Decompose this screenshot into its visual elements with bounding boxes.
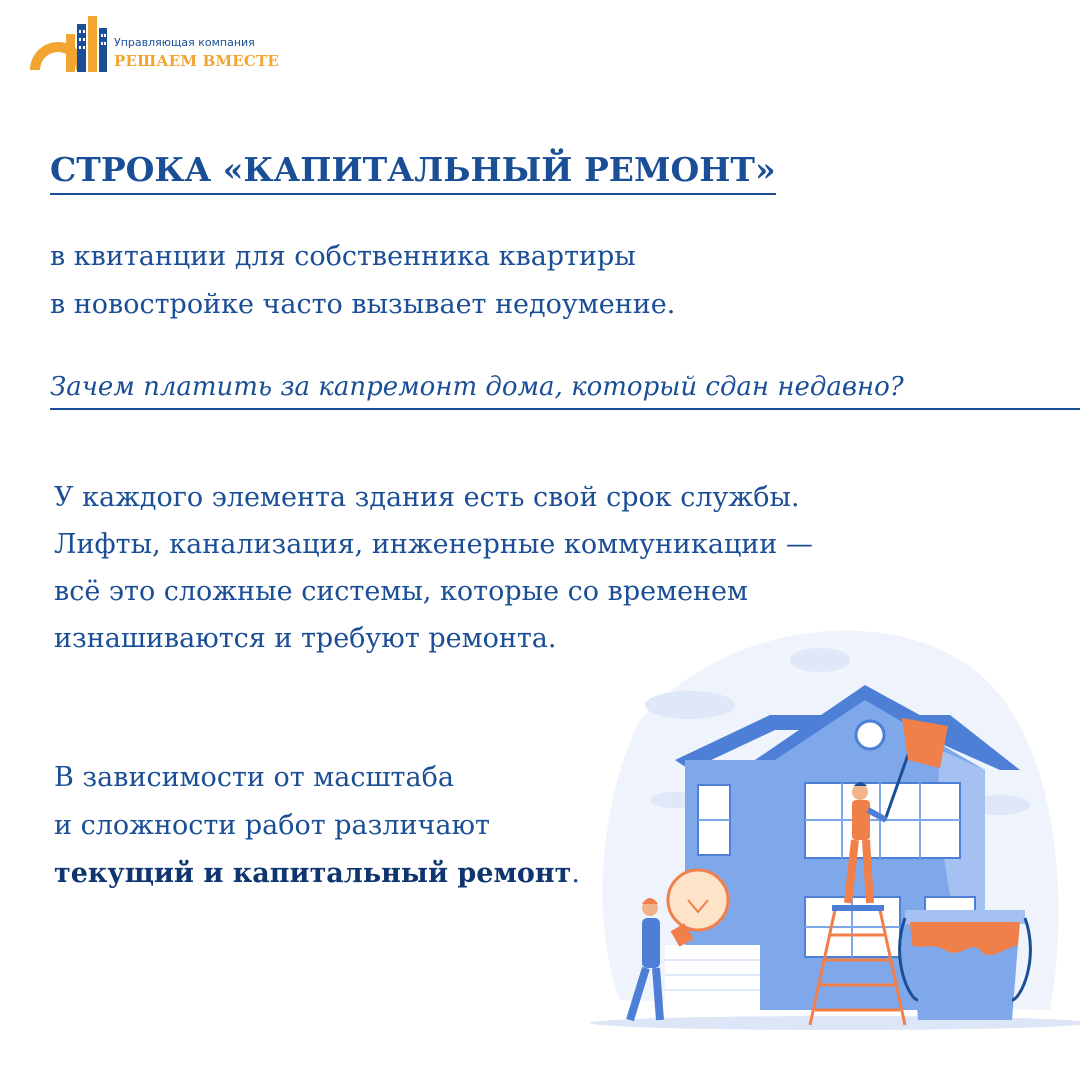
paragraph-line-2: Лифты, канализация, инженерные коммуникации —	[54, 529, 813, 560]
logo-emblem-icon	[28, 14, 112, 76]
repair-types-highlight: текущий и капитальный ремонт	[54, 858, 572, 889]
paragraph2-line-1: В зависимости от масштаба	[54, 762, 454, 793]
question-text: Зачем платить за капремонт дома, который сдан недавно?	[50, 372, 904, 402]
paragraph2-line-3-end: .	[571, 858, 581, 889]
paragraph2-line-3	[54, 850, 580, 898]
repair-types-paragraph	[54, 754, 580, 898]
company-logo	[28, 14, 298, 76]
question-underline	[50, 408, 1080, 410]
paragraph2-line-2: и сложности работ различают	[54, 810, 490, 841]
paragraph-line-4: изнашиваются и требуют ремонта.	[54, 623, 557, 654]
paragraph-line-3: всё это сложные системы, которые со временем	[54, 576, 749, 607]
logo-subtitle: Управляющая компания	[114, 36, 255, 49]
house-repair-illustration	[580, 600, 1080, 1040]
intro-line-2: в новостройке часто вызывает недоумение.	[50, 289, 676, 320]
logo-name: РЕШАЕМ ВМЕСТЕ	[114, 52, 280, 70]
intro-text	[50, 233, 675, 329]
intro-line-1: в квитанции для собственника квартиры	[50, 241, 636, 272]
page-title-text: СТРОКА «КАПИТАЛЬНЫЙ РЕМОНТ»	[50, 150, 776, 195]
paragraph-line-1: У каждого элемента здания есть свой срок службы.	[54, 482, 800, 513]
page-title	[50, 150, 776, 189]
